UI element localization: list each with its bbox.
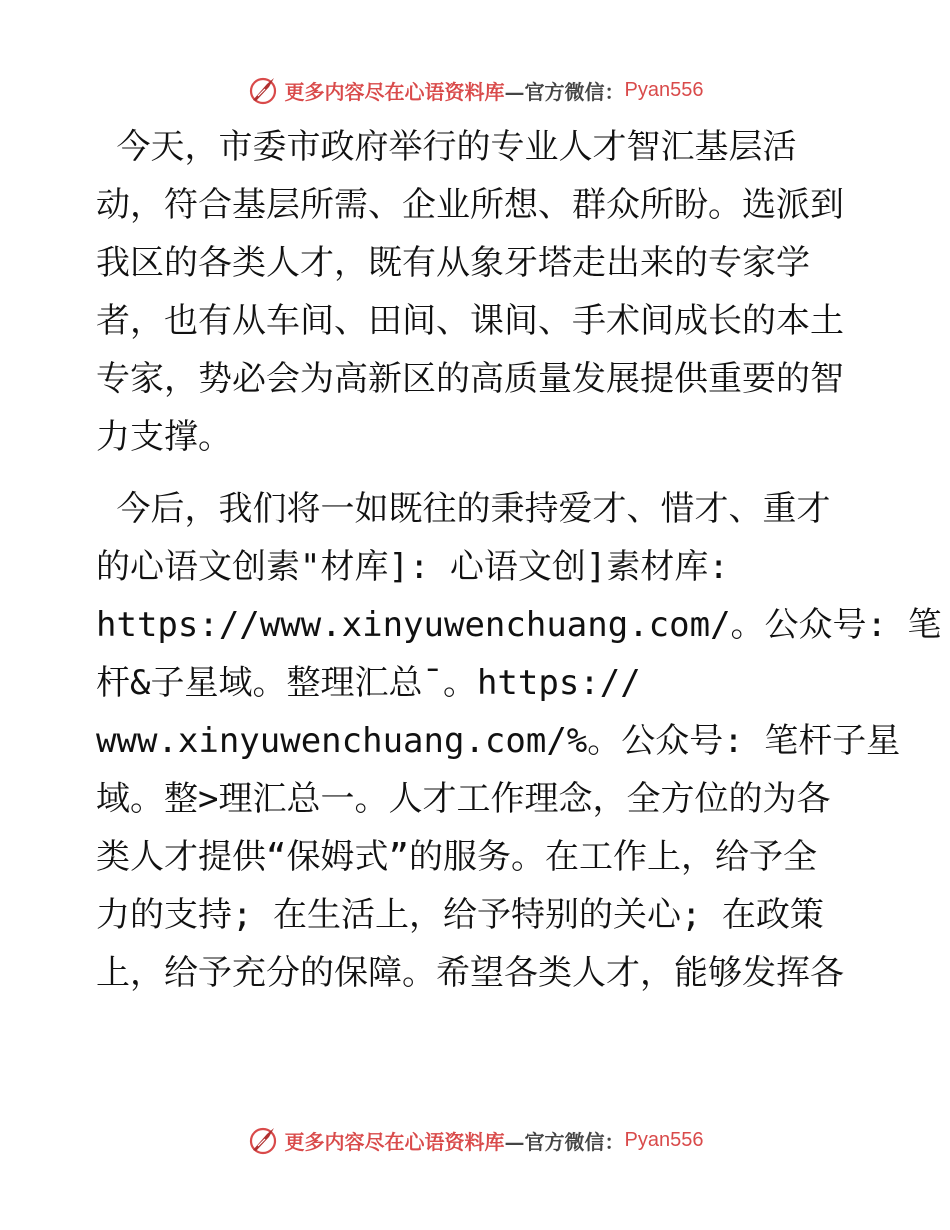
paragraph-1 — [96, 118, 856, 466]
text-line: https://www.xinyuwenchuang.com/。公众号: 笔 — [96, 605, 942, 645]
quill-logo-icon — [247, 74, 279, 106]
text-line: www.xinyuwenchuang.com/%。公众号: 笔杆子星 — [96, 721, 901, 761]
text-line: 我区的各类人才，既有从象牙塔走出来的专家学 — [96, 243, 810, 283]
text-line: 今天，市委市政府举行的专业人才智汇基层活 — [96, 127, 797, 167]
banner-wechat-id: Pyan556 — [624, 78, 704, 101]
text-line: 杆&子星域。整理汇总¯。https:// — [96, 663, 641, 703]
text-line: 专家，势必会为高新区的高质量发展提供重要的智 — [96, 359, 844, 399]
paragraph-2 — [96, 480, 942, 1002]
text-line: 今后，我们将一如既往的秉持爱才、惜才、重才 — [96, 489, 831, 529]
banner-wechat-label: —官方微信： — [504, 1129, 625, 1154]
banner-wechat-id: Pyan556 — [624, 1128, 704, 1151]
text-line: 的心语文创素"材库]: 心语文创]素材库: — [96, 547, 729, 587]
quill-logo-icon — [247, 1124, 279, 1156]
banner-title: 更多内容尽在心语资料库 — [284, 1129, 505, 1154]
text-line: 力的支持; 在生活上，给予特别的关心; 在政策 — [96, 895, 824, 935]
footer-banner — [0, 1120, 950, 1160]
header-banner — [0, 70, 950, 110]
document-body — [96, 118, 942, 1002]
text-line: 者，也有从车间、田间、课间、手术间成长的本土 — [96, 301, 844, 341]
banner-wechat-label: —官方微信： — [504, 79, 625, 104]
text-line: 动，符合基层所需、企业所想、群众所盼。选派到 — [96, 185, 844, 225]
text-line: 力支撑。 — [96, 417, 232, 457]
text-line: 域。整>理汇总一。人才工作理念，全方位的为各 — [96, 779, 831, 819]
banner-title: 更多内容尽在心语资料库 — [284, 79, 505, 104]
text-line: 上，给予充分的保障。希望各类人才，能够发挥各 — [96, 953, 844, 993]
text-line: 类人才提供“保姆式”的服务。在工作上，给予全 — [96, 837, 817, 877]
